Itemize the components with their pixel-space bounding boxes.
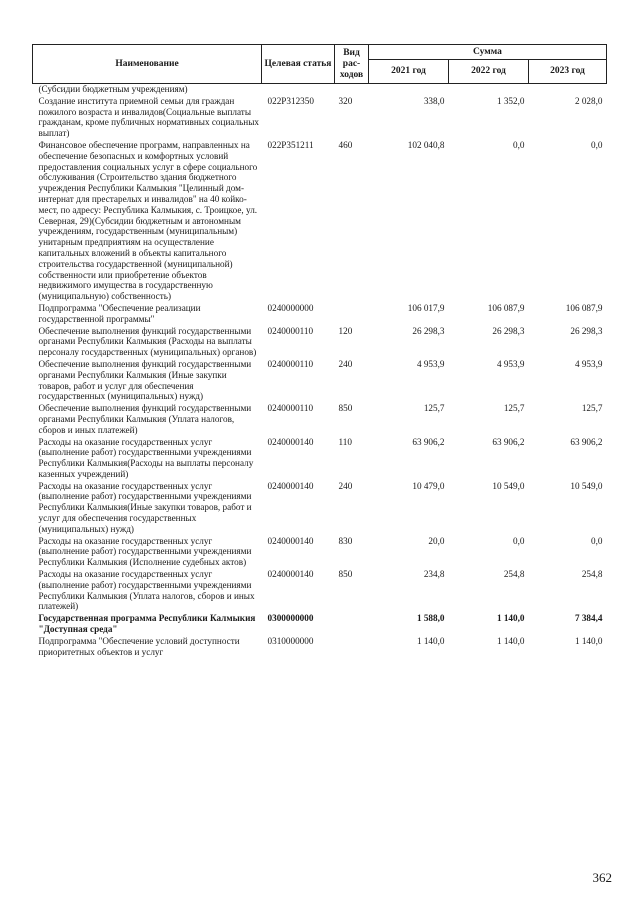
header-sum: Сумма xyxy=(369,45,607,60)
row-vid: 850 xyxy=(338,403,353,414)
row-2023: 4 953,9 xyxy=(574,358,603,369)
row-vid xyxy=(335,303,369,326)
row-code: 0240000140 xyxy=(267,535,314,546)
row-2023 xyxy=(529,84,607,96)
row-vid: 240 xyxy=(338,480,353,491)
table-row xyxy=(33,403,607,436)
row-2021: 1 140,0 xyxy=(416,635,445,646)
budget-table-page xyxy=(32,44,606,658)
row-2023: 1 140,0 xyxy=(574,635,603,646)
row-2023: 0,0 xyxy=(591,535,603,546)
table-row xyxy=(33,437,607,481)
row-2023: 106 087,9 xyxy=(565,302,603,313)
table-row xyxy=(33,303,607,326)
row-name: Финансовое обеспечение программ, направленных на обеспечение безопасных и комфортных условий предоставления социальных услуг в сфере социального обслуживания (Строительство здания бюджетного учреждения Республики Калмыкия "Целинный дом-интернат для престарелых и инвалидов" на 40 койко-мест, по адресу: Республика Калмыкия, с. Троицкое, ул. Северная, 29)(Субсидии бюджетным и автономным учреждениям, государственным (муниципальным) унитарным предприятиям на осуществление капитальных вложений в объекты капитального строительства государственной (муниципальной) собственности или приобретение объектов недвижимого имущества в государственную (муниципальную) собственность) xyxy=(38,139,258,302)
header-year-2022: 2022 год xyxy=(449,60,529,84)
row-vid: 120 xyxy=(338,325,353,336)
row-code: 0240000110 xyxy=(267,358,314,369)
row-2022: 4 953,9 xyxy=(496,358,525,369)
row-name: Обеспечение выполнения функций государственными органами Республики Калмыкия (Иные закупки товаров, работ и услуг для обеспечения государственных (муниципальных) нужд) xyxy=(38,358,252,402)
row-2022: 1 140,0 xyxy=(496,635,525,646)
table-header xyxy=(33,45,607,84)
row-2023: 2 028,0 xyxy=(574,95,603,106)
table-row xyxy=(33,359,607,403)
row-vid xyxy=(335,636,369,659)
budget-table xyxy=(32,44,607,658)
row-vid: 240 xyxy=(338,358,353,369)
row-2022: 125,7 xyxy=(503,403,525,414)
header-year-2021: 2021 год xyxy=(369,60,449,84)
row-2021: 63 906,2 xyxy=(412,436,445,447)
table-body xyxy=(33,84,607,659)
table-row xyxy=(33,96,607,140)
row-code: 0240000140 xyxy=(267,569,314,580)
row-2022: 26 298,3 xyxy=(492,325,525,336)
row-2023: 125,7 xyxy=(581,403,603,414)
row-name: Создание института приемной семьи для граждан пожилого возраста и инвалидов(Социальные выплаты гражданам, кроме публичных нормативных социальных выплат) xyxy=(38,95,259,139)
row-2021: 1 588,0 xyxy=(416,613,445,624)
row-2022: 254,8 xyxy=(503,569,525,580)
row-2023: 7 384,4 xyxy=(574,613,603,624)
row-code: 0310000000 xyxy=(267,635,314,646)
row-2021: 20,0 xyxy=(428,535,445,546)
row-2021: 106 017,9 xyxy=(407,302,445,313)
row-code xyxy=(262,84,335,96)
row-code: 0240000140 xyxy=(267,480,314,491)
row-2021: 234,8 xyxy=(423,569,445,580)
row-2022: 1 140,0 xyxy=(496,613,525,624)
row-2023: 26 298,3 xyxy=(570,325,603,336)
row-code: 0240000000 xyxy=(267,302,314,313)
row-2022: 63 906,2 xyxy=(492,436,525,447)
table-row xyxy=(33,140,607,303)
row-vid xyxy=(335,84,369,96)
row-code: 0240000110 xyxy=(267,325,314,336)
table-row xyxy=(33,536,607,569)
table-row xyxy=(33,613,607,636)
row-2021: 338,0 xyxy=(423,95,445,106)
row-name: Расходы на оказание государственных услуг (выполнение работ) государственными учреждениями Республики Калмыкия (Исполнение судебных актов) xyxy=(38,535,252,568)
row-2021: 4 953,9 xyxy=(416,358,445,369)
row-name: Расходы на оказание государственных услуг (выполнение работ) государственными учреждениями Республики Калмыкия (Уплата налогов, сборов и иных платежей) xyxy=(38,569,255,612)
header-year-2023: 2023 год xyxy=(529,60,607,84)
row-2023: 254,8 xyxy=(581,569,603,580)
table-row xyxy=(33,569,607,613)
row-code: 022P351211 xyxy=(267,139,314,150)
row-2022 xyxy=(449,84,529,96)
row-2022: 0,0 xyxy=(513,535,525,546)
row-vid: 850 xyxy=(338,569,353,580)
row-vid: 830 xyxy=(338,535,353,546)
row-vid: 110 xyxy=(338,436,352,447)
row-2022: 1 352,0 xyxy=(496,95,525,106)
row-vid: 320 xyxy=(338,95,353,106)
row-2022: 10 549,0 xyxy=(492,480,525,491)
row-name: Подпрограмма "Обеспечение реализации государственной программы" xyxy=(38,302,201,324)
header-code: Целевая статья xyxy=(262,45,335,84)
row-2021: 10 479,0 xyxy=(412,480,445,491)
row-vid: 460 xyxy=(338,139,353,150)
row-code: 0240000140 xyxy=(267,436,314,447)
row-2023: 0,0 xyxy=(591,139,603,150)
row-name: Государственная программа Республики Калмыкия "Доступная среда" xyxy=(38,613,256,635)
header-name: Наименование xyxy=(33,45,262,84)
row-name: Обеспечение выполнения функций государственными органами Республики Калмыкия (Уплата налогов, сборов и иных платежей) xyxy=(38,403,252,435)
row-vid xyxy=(335,613,369,636)
row-name: Обеспечение выполнения функций государственными органами Республики Калмыкия (Расходы на выплаты персоналу государственных (муниципальных) органов) xyxy=(38,325,257,358)
page-number: 362 xyxy=(592,870,612,885)
row-code: 0240000110 xyxy=(267,403,314,414)
row-name: (Субсидии бюджетным учреждениям) xyxy=(38,84,188,94)
row-code: 0300000000 xyxy=(267,613,314,624)
table-row xyxy=(33,326,607,359)
row-2022: 106 087,9 xyxy=(487,302,525,313)
row-2021 xyxy=(369,84,449,96)
row-2021: 125,7 xyxy=(423,403,445,414)
row-name: Расходы на оказание государственных услуг (выполнение работ) государственными учреждениями Республики Калмыкия(Иные закупки товаров, работ и услуг для обеспечения государственных (муниципальных) нужд) xyxy=(38,480,252,534)
table-row xyxy=(33,636,607,659)
row-2023: 63 906,2 xyxy=(570,436,603,447)
row-2021: 102 040,8 xyxy=(407,139,445,150)
row-name: Расходы на оказание государственных услуг (выполнение работ) государственными учреждениями Республики Калмыкия(Расходы на выплаты персоналу казенных учреждений) xyxy=(38,436,254,479)
row-code: 022P312350 xyxy=(267,95,314,106)
header-vid: Вид рас-ходов xyxy=(335,45,369,84)
row-2022: 0,0 xyxy=(513,139,525,150)
row-2023: 10 549,0 xyxy=(570,480,603,491)
table-row xyxy=(33,84,607,96)
table-row xyxy=(33,481,607,536)
row-name: Подпрограмма "Обеспечение условий доступности приоритетных объектов и услуг xyxy=(38,635,240,657)
row-2021: 26 298,3 xyxy=(412,325,445,336)
